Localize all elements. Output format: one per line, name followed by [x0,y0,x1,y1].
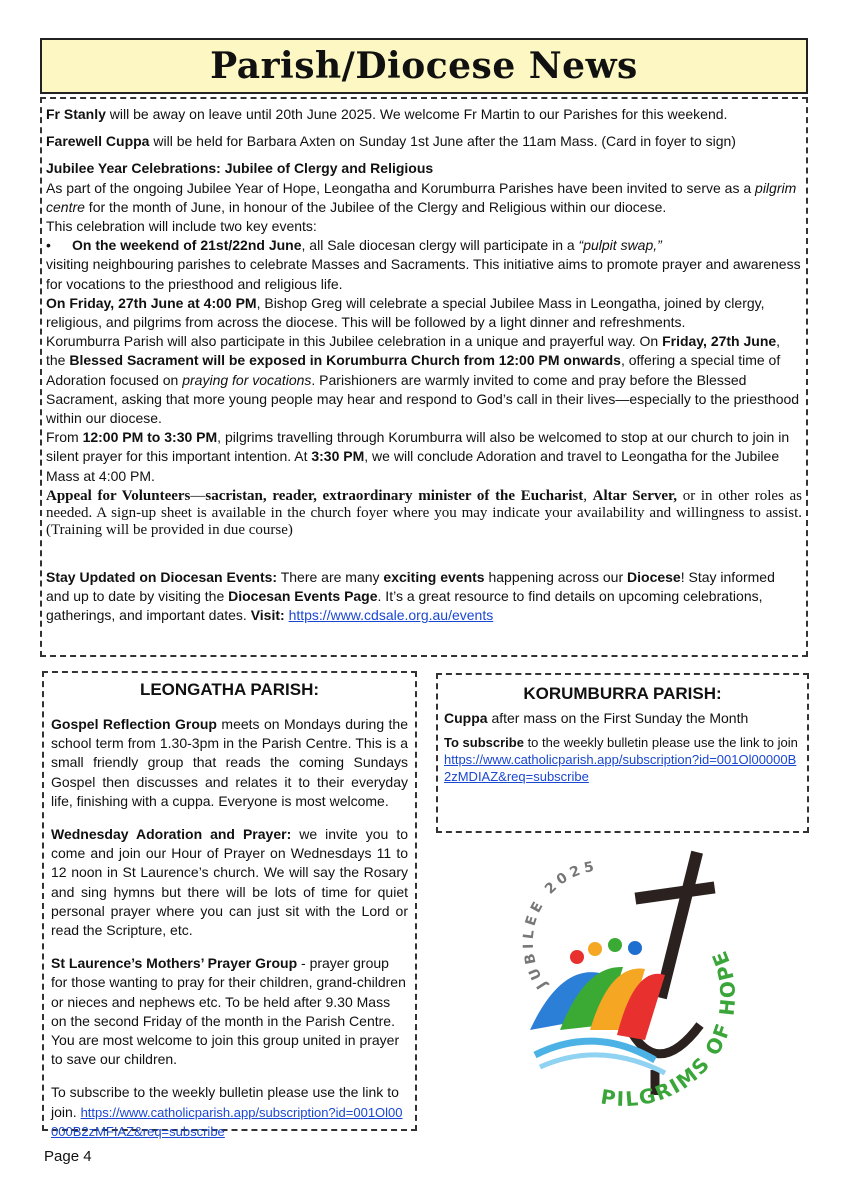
friday-para: On Friday, 27th June at 4:00 PM, Bishop Greg will celebrate a special Jubilee Mass in Leongatha, joined by clergy, religious, and pilgrims from across the diocese. This will be followed by a light dinner and refreshments. [46,294,765,331]
jubilee-intro: As part of the ongoing Jubilee Year of Hope, Leongatha and Korumburra Parishes have been invited to serve as a pilgrim centre for the month of June, in honour of the Jubilee of the Clergy and Religious within our diocese. [46,179,797,215]
korumburra-subscribe-para: To subscribe to the weekly bulletin please use the link to join https://www.catholicparish.app/subscription?id=001Ol00000B2zMDIAZ&req=subscribe [444,735,798,784]
jubilee-2025-logo-icon [505,845,735,1125]
leongatha-subscribe-para: To subscribe to the weekly bulletin please use the link to join. https://www.catholicparish.app/subscription?id=001Ol00000B2zMFIAZ&req=subscribe [51,1084,403,1139]
mothers-prayer-para: St Laurence’s Mothers’ Prayer Group - prayer group for those wanting to pray for their children, grand-children or nieces and nephews etc. To be held after 9.30 Mass on the second Friday of the month in the Parish Centre. You are most welcome to join this group united in prayer to save our children. [51,955,406,1068]
korumburra-parish-section [436,673,809,833]
korumburra-subscribe-link[interactable]: https://www.catholicparish.app/subscription?id=001Ol00000B2zMDIAZ&req=subscribe [444,752,797,784]
farewell-cuppa-notice: Farewell Cuppa will be held for Barbara Axten on Sunday 1st June after the 11am Mass. (Card in foyer to sign) [46,133,736,150]
wednesday-adoration-para: Wednesday Adoration and Prayer: we invite you to come and join our Hour of Prayer on Wednesdays 11 to 12 noon in St Laurence’s church. We will say the Rosary and sing hymns but there will be lots of time for quiet personal prayer where you can just sit with the Lord or read the Scripture, etc. [51,826,408,939]
korumburra-cuppa-para: Cuppa after mass on the First Sunday the Month [444,710,749,726]
page-title: Parish/Diocese News [210,45,638,87]
stay-updated-para: Stay Updated on Diocesan Events: There are many exciting events happening across our Diocese! Stay informed and up to date by visiting the Diocesan Events Page. It’s a great resource to find details on upcoming celebrations, gatherings, and important dates. Visit: https://www.cdsale.org.au/events [46,568,775,624]
bullet-weekend: • On the weekend of 21st/22nd June, all Sale diocesan clergy will participate in a “pulpit swap,” [46,236,802,255]
appeal-volunteers-para: Appeal for Volunteers—sacristan, reader, extraordinary minister of the Eucharist, Altar Server, or in other roles as needed. A sign-up sheet is available in the church foyer where you may indicate your availability and willingness to assist. (Training will be provided in due course) [46,487,803,538]
jubilee-heading: Jubilee Year Celebrations: Jubilee of Clergy and Religious [46,160,434,177]
leongatha-subscribe-link[interactable]: https://www.catholicparish.app/subscription?id=001Ol00000B2zMFIAZ&req=subscribe [51,1104,403,1139]
svg-text:JUBILEE 2025: JUBILEE 2025 [520,858,600,992]
leongatha-heading: LEONGATHA PARISH: [139,680,320,699]
svg-text:PILGRIMS OF HOPE: PILGRIMS OF E [599,946,735,1112]
title-banner [40,38,808,94]
page-number: Page 4 [44,1148,92,1165]
korumburra-para: Korumburra Parish will also participate in this Jubilee celebration in a unique and prayerful way. On Friday, 27th June, the Blessed Sacrament will be exposed in Korumburra Church from 12:00 PM onwards, offering a special time of Adoration focused on praying for vocations. Parishioners are warmly invited to come and pray before the Blessed Sacrament, asking that more young people may hear and respond to God’s call in their lives—especially to the priesthood within our diocese. [46,333,800,427]
gospel-reflection-para: Gospel Reflection Group meets on Mondays during the school term from 1.30-3pm in the Parish Centre. This is a small friendly group that reads the coming Sundays Gospel then discusses and relates it to their everyday life, finishing with a cuppa. Everyone is most welcome. [51,716,408,809]
korumburra-heading: KORUMBURRA PARISH: [523,684,722,703]
from-para: From 12:00 PM to 3:30 PM, pilgrims travelling through Korumburra will also be welcomed to stop at our church to join in silent prayer for this important intention. At 3:30 PM, we will conclude Adoration and travel to Leongatha for the Jubilee Mass at 4:00 PM. [46,429,790,484]
leongatha-parish-section [42,671,417,1139]
cdsale-events-link[interactable]: https://www.cdsale.org.au/events [288,607,494,624]
diocese-news-section [40,97,808,657]
bullet-dot-icon: • [46,237,51,254]
fr-stanly-notice: Fr Stanly will be away on leave until 20th June 2025. We welcome Fr Martin to our Parishes for this weekend. [46,106,728,122]
visiting-para: visiting neighbouring parishes to celebrate Masses and Sacraments. This initiative aims to promote prayer and awareness for vocations to the priesthood and religious life. [46,256,801,292]
two-events-line: This celebration will include two key events: [46,218,317,235]
